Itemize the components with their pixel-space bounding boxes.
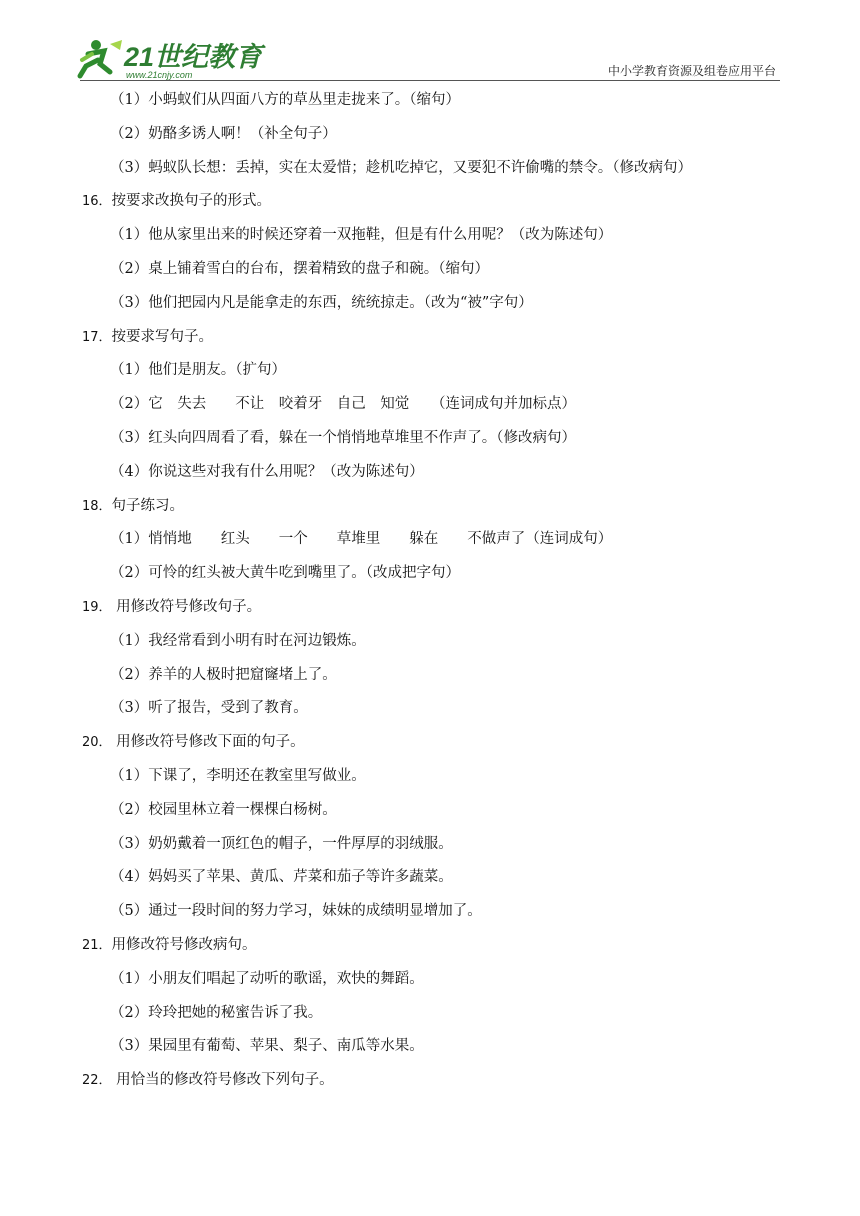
question-20 bbox=[80, 730, 780, 764]
sub-item: （1）我经常看到小明有时在河边锻炼。 bbox=[110, 632, 366, 649]
21cnjy-logo bbox=[74, 36, 274, 82]
sub-item: （3）红头向四周看了看，躲在一个悄悄地草堆里不作声了。（修改病句） bbox=[110, 429, 576, 446]
question-21 bbox=[80, 933, 780, 967]
logo-text: 21世纪教育 bbox=[124, 42, 263, 72]
sub-item: （3）他们把园内凡是能拿走的东西，统统掠走。（改为“被”字句） bbox=[110, 294, 533, 311]
sub-item: （1）小朋友们唱起了动听的歌谣，欢快的舞蹈。 bbox=[110, 970, 424, 987]
runner-icon bbox=[80, 40, 122, 76]
sub-item: （2）玲玲把她的秘蜜告诉了我。 bbox=[110, 1004, 323, 1021]
page-header bbox=[0, 0, 860, 84]
question-19 bbox=[80, 595, 780, 629]
question-17 bbox=[80, 325, 780, 359]
question-number: 21． bbox=[82, 937, 112, 953]
document-body bbox=[80, 88, 780, 1102]
question-title: 句子练习。 bbox=[111, 497, 185, 514]
sub-item: （1）下课了，李明还在教室里写做业。 bbox=[110, 767, 366, 784]
question-22 bbox=[80, 1068, 780, 1102]
question-title: 用修改符号修改句子。 bbox=[111, 598, 262, 615]
sub-item: （3）奶奶戴着一顶红色的帽子，一件厚厚的羽绒服。 bbox=[110, 835, 453, 852]
question-title: 用修改符号修改病句。 bbox=[111, 936, 257, 953]
logo-url: www.21cnjy.com bbox=[126, 70, 193, 80]
question-title: 按要求改换句子的形式。 bbox=[111, 193, 272, 210]
question-number: 16． bbox=[82, 194, 112, 210]
sub-item: （4）你说这些对我有什么用呢？（改为陈述句） bbox=[110, 463, 424, 480]
sub-item: （5）通过一段时间的努力学习，妹妹的成绩明显增加了。 bbox=[110, 903, 482, 920]
sub-item: （3）听了报告，受到了教育。 bbox=[110, 700, 308, 717]
question-title: 按要求写句子。 bbox=[111, 328, 214, 345]
sub-item: （3）果园里有葡萄、苹果、梨子、南瓜等水果。 bbox=[110, 1038, 424, 1055]
sub-item: （4）妈妈买了苹果、黄瓜、芹菜和茄子等许多蔬菜。 bbox=[110, 869, 453, 886]
sub-item: （1）他们是朋友。（扩句） bbox=[110, 362, 286, 379]
question-18 bbox=[80, 494, 780, 528]
sub-item: （1）悄悄地 红头 一个 草堆里 躲在 不做声了（连词成句） bbox=[110, 531, 613, 548]
sub-item: （2）校园里林立着一棵棵白杨树。 bbox=[110, 801, 337, 818]
question-number: 18． bbox=[82, 498, 112, 514]
sub-item: （2）它 失去 不让 咬着牙 自己 知觉 （连词成句并加标点） bbox=[110, 396, 576, 413]
header-divider bbox=[80, 80, 780, 81]
sub-item: （2）奶酪多诱人啊！（补全句子） bbox=[110, 125, 337, 142]
sub-item: （2）桌上铺着雪白的台布，摆着精致的盘子和碗。（缩句） bbox=[110, 260, 489, 277]
sub-item: （3）蚂蚁队长想：丢掉，实在太爱惜；趁机吃掉它，又要犯不许偷嘴的禁令。（修改病句） bbox=[110, 159, 692, 176]
platform-name: 中小学教育资源及组卷应用平台 bbox=[607, 64, 776, 78]
question-number: 22． bbox=[82, 1073, 112, 1089]
sub-item: （2）养羊的人极时把窟窿堵上了。 bbox=[110, 666, 337, 683]
question-title: 用恰当的修改符号修改下列句子。 bbox=[111, 1072, 334, 1089]
sub-item: （2）可怜的红头被大黄牛吃到嘴里了。（改成把字句） bbox=[110, 565, 460, 582]
question-number: 20． bbox=[82, 735, 112, 751]
question-number: 17． bbox=[82, 329, 112, 345]
question-16 bbox=[80, 189, 780, 223]
question-title: 用修改符号修改下面的句子。 bbox=[111, 734, 305, 751]
sub-item: （1）他从家里出来的时候还穿着一双拖鞋，但是有什么用呢？（改为陈述句） bbox=[110, 227, 613, 244]
question-number: 19． bbox=[82, 599, 112, 615]
sub-item: （1）小蚂蚁们从四面八方的草丛里走拢来了。（缩句） bbox=[110, 92, 460, 108]
